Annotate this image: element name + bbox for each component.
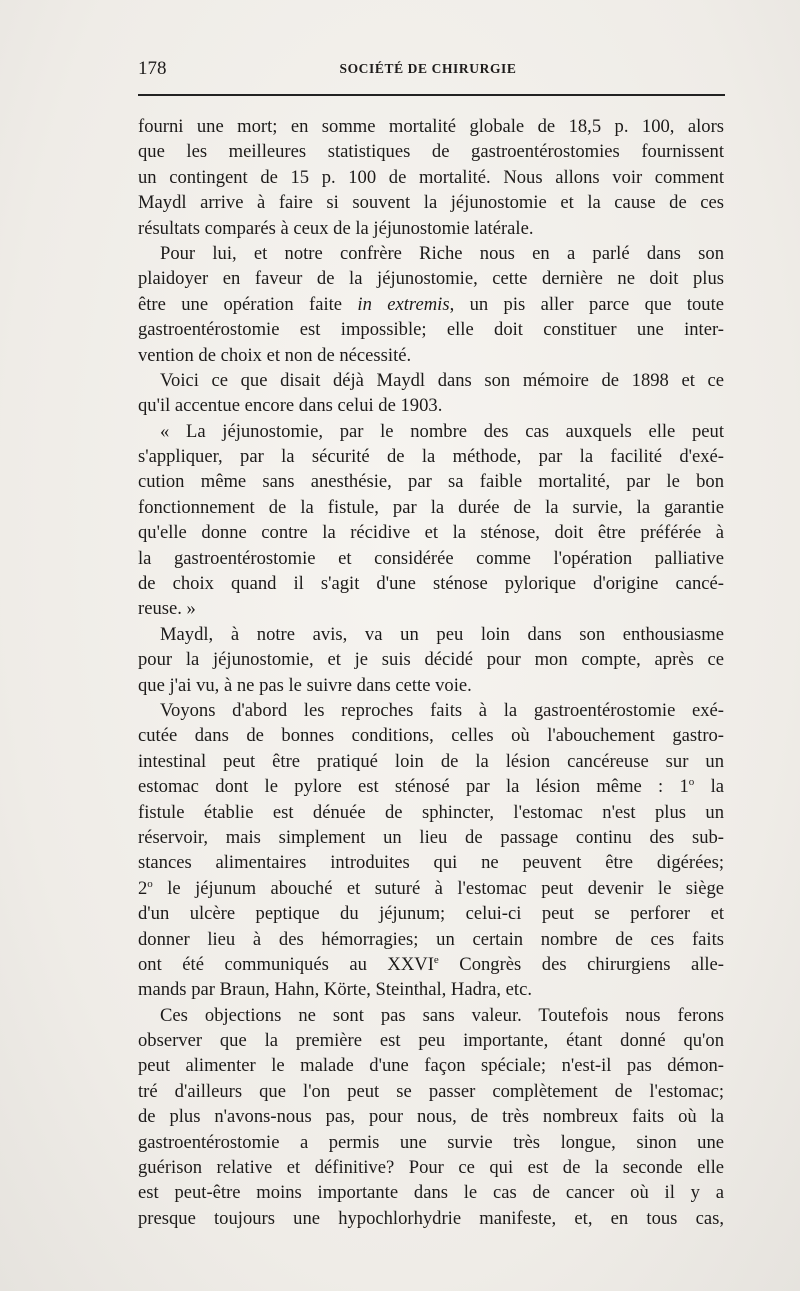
text-line (138, 216, 724, 241)
text-segment: guérison relative et définitive? Pour ce qui est de la seconde elle (138, 1157, 724, 1179)
text-segment: observer que la première est peu importante, étant donné qu'on (138, 1030, 724, 1052)
text-line (138, 1130, 724, 1155)
superscript: o (147, 877, 153, 890)
text-line (138, 292, 724, 317)
text-segment: gastroentérostomie a permis une survie très longue, sinon une (138, 1131, 724, 1153)
text-segment: réservoir, mais simplement un lieu de passage continu des sub- (138, 826, 724, 848)
text-segment: presque toujours une hypochlorhydrie manifeste, et, en tous cas, (138, 1207, 724, 1229)
text-line (138, 952, 724, 977)
text-segment: que j'ai vu, à ne pas le suivre dans cette voie. (138, 674, 472, 696)
text-line (138, 165, 724, 190)
text-line (138, 673, 724, 698)
text-segment: stances alimentaires introduites qui ne peuvent être digérées; (138, 852, 724, 874)
text-segment: le jéjunum abouché et suturé à l'estomac peut devenir le siège (152, 877, 724, 899)
text-segment: est peut-être moins importante dans le cas de cancer où il y a (138, 1182, 724, 1204)
text-line (138, 495, 724, 520)
text-line (138, 1003, 724, 1028)
text-line (138, 139, 724, 164)
text-line (138, 800, 724, 825)
italic-text: in extremis (357, 293, 450, 315)
superscript: e (433, 953, 439, 966)
text-segment: Ces objections ne sont pas sans valeur. Toutefois nous ferons (160, 1004, 724, 1026)
text-line (138, 901, 724, 926)
text-line (138, 1104, 724, 1129)
text-line (138, 825, 724, 850)
header-rule (138, 94, 725, 96)
text-segment: Maydl arrive à faire si souvent la jéjunostomie et la cause de ces (138, 192, 724, 214)
text-segment: gastroentérostomie est impossible; elle doit constituer une inter- (138, 319, 724, 341)
text-line (138, 241, 724, 266)
text-segment: tré d'ailleurs que l'on peut se passer complètement de l'estomac; (138, 1080, 724, 1102)
text-line (138, 622, 724, 647)
text-line (138, 596, 724, 621)
superscript: o (688, 776, 695, 789)
text-line (138, 393, 724, 418)
text-segment: fourni une mort; en somme mortalité globale de 18,5 p. 100, alors (138, 116, 724, 137)
text-segment: Voyons d'abord les reproches faits à la gastroentérostomie exé- (160, 699, 724, 721)
text-segment: fistule établie est dénuée de sphincter, l'estomac n'est plus un (138, 801, 724, 823)
text-segment: ont été communiqués au XXVI (138, 953, 434, 975)
text-line (138, 774, 724, 799)
text-segment: peut alimenter le malade d'une façon spéciale; n'est-il pas démon- (138, 1055, 724, 1077)
text-line (138, 444, 724, 469)
text-segment: mands par Braun, Hahn, Körte, Steinthal, Hadra, etc. (138, 979, 532, 1001)
text-line (138, 698, 724, 723)
text-segment: « La jéjunostomie, par le nombre des cas auxquels elle peut (160, 420, 724, 442)
text-line (138, 520, 724, 545)
text-line (138, 343, 724, 368)
text-line (138, 977, 724, 1002)
text-line (138, 1079, 724, 1104)
text-segment: que les meilleures statistiques de gastroentérostomies fournissent (138, 141, 724, 163)
text-segment: Voici ce que disait déjà Maydl dans son mémoire de 1898 et ce (160, 369, 724, 391)
text-segment: Pour lui, et notre confrère Riche nous en a parlé dans son (160, 242, 724, 264)
text-segment: Maydl, à notre avis, va un peu loin dans son enthousiasme (160, 623, 724, 645)
text-line (138, 749, 724, 774)
text-line (138, 266, 724, 291)
text-line (138, 1206, 724, 1231)
text-line (138, 190, 724, 215)
text-segment: fonctionnement de la fistule, par la durée de la survie, la garantie (138, 496, 724, 518)
text-segment: de choix quand il s'agit d'une sténose pylorique d'origine cancé- (138, 573, 724, 595)
text-segment: , un pis aller parce que toute (449, 293, 724, 315)
text-segment: qu'elle donne contre la récidive et la sténose, doit être préférée à (138, 522, 724, 544)
text-line (138, 723, 724, 748)
text-segment: estomac dont le pylore est sténosé par la lésion même : 1 (138, 776, 689, 798)
text-segment: Congrès des chirurgiens alle- (438, 953, 724, 975)
text-segment: la (694, 776, 724, 798)
text-segment: un contingent de 15 p. 100 de mortalité. Nous allons voir comment (138, 166, 724, 188)
text-segment: d'un ulcère peptique du jéjunum; celui-ci peut se perforer et (138, 903, 724, 925)
running-title: SOCIÉTÉ DE CHIRURGIE (339, 61, 517, 76)
text-line (138, 1180, 724, 1205)
text-segment: la gastroentérostomie et considérée comme l'opération palliative (138, 547, 724, 569)
text-line (138, 1028, 724, 1053)
text-line (138, 647, 724, 672)
text-segment: 2 (138, 877, 148, 899)
body-text (138, 114, 724, 1231)
text-segment: intestinal peut être pratiqué loin de la lésion cancéreuse sur un (138, 750, 724, 772)
text-segment: vention de choix et non de nécessité. (138, 344, 412, 366)
text-line (138, 546, 724, 571)
text-line (138, 850, 724, 875)
text-segment: reuse. » (138, 598, 196, 620)
text-line (138, 368, 724, 393)
text-segment: cution même sans anesthésie, par sa faible mortalité, par le bon (138, 471, 724, 493)
page-number: 178 (138, 58, 167, 79)
text-segment: qu'il accentue encore dans celui de 1903. (138, 395, 443, 417)
text-segment: de plus n'avons-nous pas, pour nous, de très nombreux faits où la (138, 1106, 724, 1128)
text-line (138, 317, 724, 342)
text-segment: être une opération faite (138, 293, 358, 315)
text-line (138, 469, 724, 494)
text-line (138, 876, 724, 901)
text-segment: cutée dans de bonnes conditions, celles où l'abouchement gastro- (138, 725, 724, 747)
text-segment: s'appliquer, par la sécurité de la méthode, par la facilité d'exé- (138, 446, 724, 468)
text-line (138, 571, 724, 596)
text-segment: résultats comparés à ceux de la jéjunostomie latérale. (138, 217, 534, 239)
text-line (138, 927, 724, 952)
text-line (138, 1155, 724, 1180)
text-line (138, 114, 724, 139)
text-line (138, 419, 724, 444)
text-segment: plaidoyer en faveur de la jéjunostomie, cette dernière ne doit plus (138, 268, 724, 290)
text-segment: donner lieu à des hémorragies; un certain nombre de ces faits (138, 928, 724, 950)
text-segment: pour la jéjunostomie, et je suis décidé pour mon compte, après ce (138, 649, 724, 671)
text-line (138, 1053, 724, 1078)
